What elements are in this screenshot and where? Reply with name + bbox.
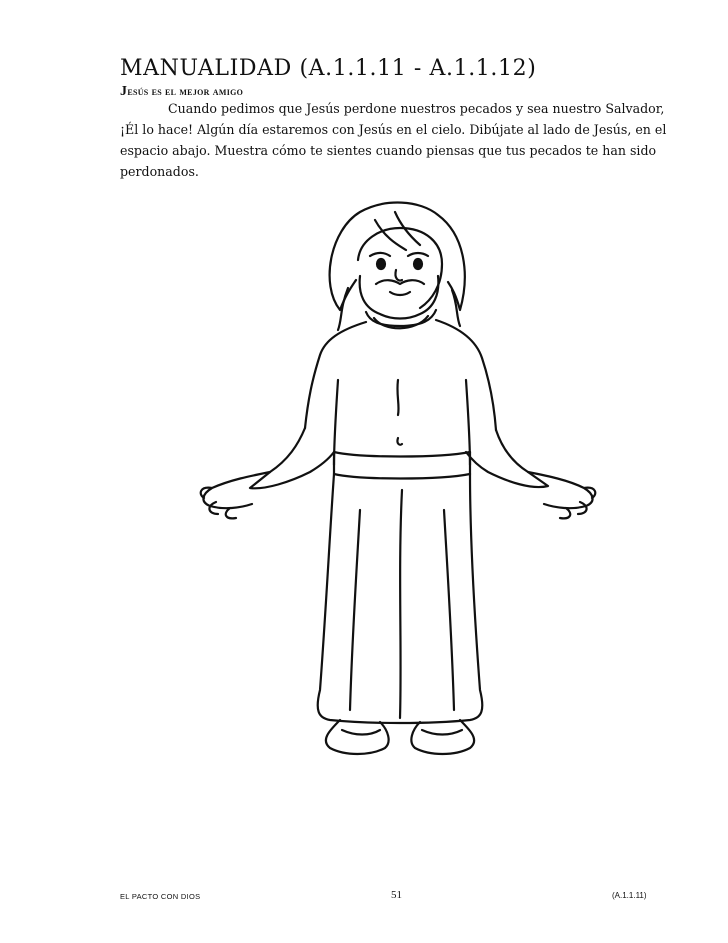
left-foot: [326, 720, 389, 754]
robe-center-fold: [400, 490, 402, 718]
subtitle-initial: J: [120, 84, 128, 99]
right-eye: [414, 259, 422, 269]
jesus-illustration: [170, 190, 610, 770]
footer-code: (A.1.1.11): [612, 891, 647, 900]
right-eyebrow: [408, 253, 428, 256]
navel: [397, 438, 402, 445]
left-eye: [377, 259, 385, 269]
footer-publication: EL PACTO CON DIOS: [120, 892, 201, 901]
belt-top: [334, 452, 470, 457]
page-number: 51: [391, 889, 402, 901]
left-sandal-strap: [342, 730, 380, 735]
subtitle-rest: esús es el mejor amigo: [127, 86, 244, 98]
chest-line: [397, 380, 398, 415]
nose: [395, 270, 402, 281]
right-sleeve: [466, 430, 548, 487]
page-title: MANUALIDAD (A.1.1.11 - A.1.1.12): [120, 56, 537, 81]
left-eyebrow: [370, 253, 390, 256]
mouth: [390, 292, 410, 295]
right-foot: [411, 720, 474, 754]
robe-right-fold: [444, 510, 454, 710]
left-sleeve: [250, 428, 334, 488]
right-sandal-strap: [422, 730, 462, 735]
robe-left-fold: [350, 510, 360, 710]
instructions-paragraph: Cuando pedimos que Jesús perdone nuestros pecados y sea nuestro Salvador, ¡Él lo hace! Algún día estaremos con Jesús en el cielo. Dibújate al lado de Jesús, en el espacio abajo. Muestra cómo te sientes cuando piensas que tus pecados te han sido perdonados.: [120, 101, 667, 179]
belt-bottom: [334, 474, 470, 479]
